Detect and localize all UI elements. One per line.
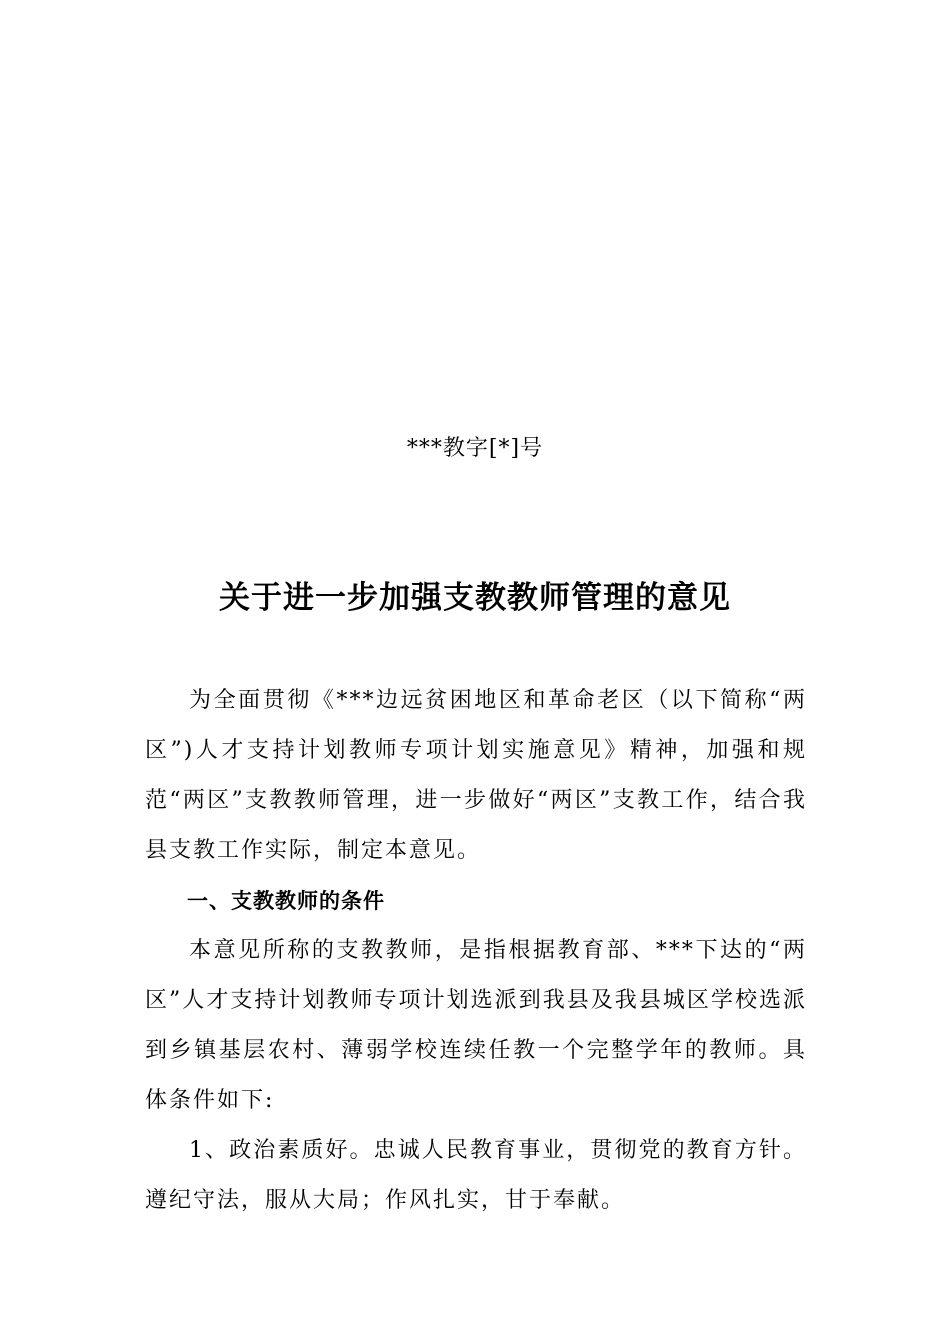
document-title: 关于进一步加强支教教师管理的意见 <box>219 580 731 616</box>
intro-paragraph: 为全面贯彻《***边远贫困地区和革命老区（以下简称“两区”)人才支持计划教师专项计划实施意见》精神，加强和规范“两区”支教教师管理，进一步做好“两区”支教工作，结合我县支教工作实际，制定本意见。 <box>145 688 807 863</box>
document-number: ***教字[*]号 <box>406 436 544 461</box>
document-body <box>145 676 807 1226</box>
section-heading: 一、支教教师的条件 <box>187 889 385 913</box>
section-paragraph: 本意见所称的支教教师，是指根据教育部、***下达的“两区”人才支持计划教师专项计划选派到我县及我县城区学校选派到乡镇基层农村、薄弱学校连续任教一个完整学年的教师。具体条件如下: <box>145 938 807 1113</box>
condition-item: 1、政治素质好。忠诚人民教育事业，贯彻党的教育方针。遵纪守法，服从大局；作风扎实，甘于奉献。 <box>145 1138 807 1213</box>
